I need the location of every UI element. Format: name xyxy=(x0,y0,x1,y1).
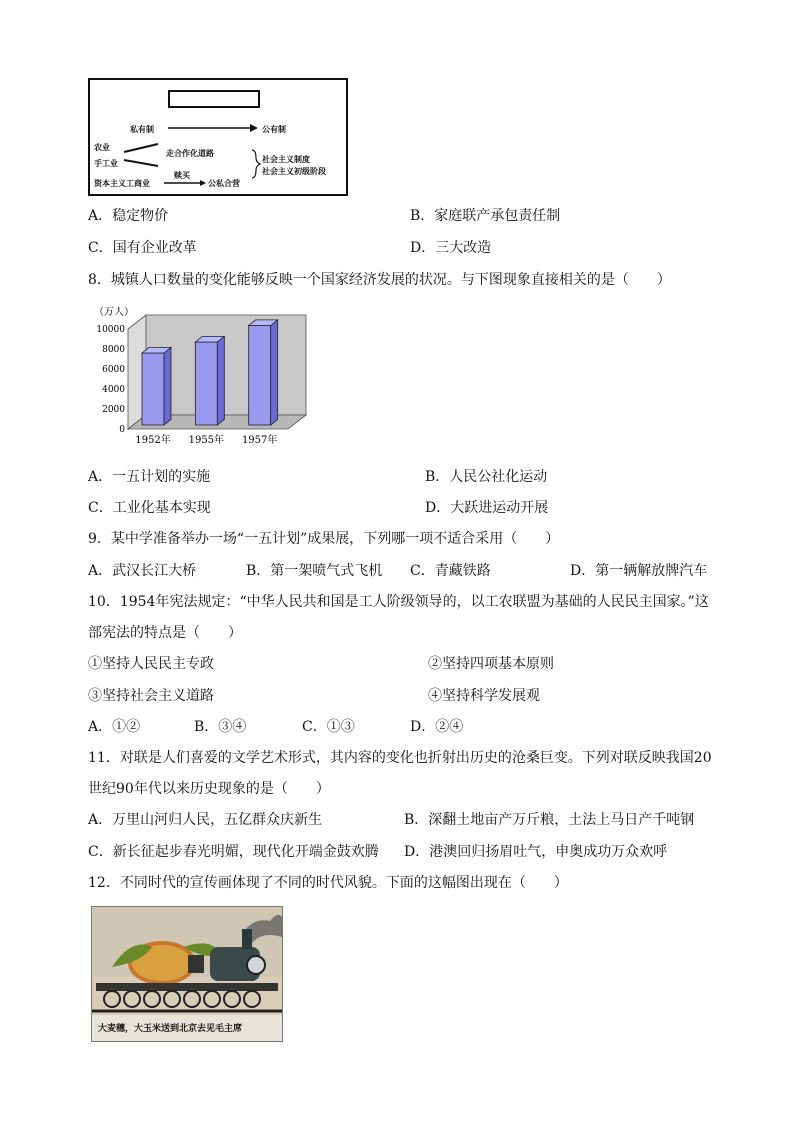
x-tick-label: 1952年 xyxy=(135,435,171,446)
q12-stem: 12．不同时代的宣传画体现了不同的时代风貌。下面的这幅图出现在（ ） xyxy=(88,875,568,891)
q10-item-2: ②坚持四项基本原则 xyxy=(428,656,554,672)
label-redeem: 赎买 xyxy=(174,171,190,180)
label-capital: 资本主义工商业 xyxy=(94,179,150,188)
q8-option-a[interactable]: A．一五计划的实施 xyxy=(88,469,211,485)
q10-stem-line2: 部宪法的特点是（ ） xyxy=(88,625,242,641)
bar xyxy=(142,353,164,425)
q10-item-4: ④坚持科学发展观 xyxy=(428,688,540,704)
label-sys2: 社会主义初级阶段 xyxy=(262,167,326,176)
q11-stem-line1: 11．对联是人们喜爱的文学艺术形式，其内容的变化也折射出历史的沧桑巨变。下列对联反映我国20 xyxy=(88,750,712,766)
q8-option-c[interactable]: C．工业化基本实现 xyxy=(88,500,211,516)
y-tick-label: 4000 xyxy=(102,385,125,395)
q9-option-c[interactable]: C．青藏铁路 xyxy=(410,563,491,579)
y-tick-label: 2000 xyxy=(102,405,125,415)
bar-side xyxy=(271,320,278,425)
q9-option-d[interactable]: D．第一辆解放牌汽车 xyxy=(570,563,708,579)
y-axis-label: （万人） xyxy=(94,307,134,318)
ownership-diagram xyxy=(88,78,348,196)
q7-option-d[interactable]: D．三大改造 xyxy=(410,240,492,256)
q7-option-c[interactable]: C．国有企业改革 xyxy=(88,240,197,256)
label-private: 私有制 xyxy=(130,125,154,134)
q10-stem-line1: 10．1954年宪法规定：“中华人民共和国是工人阶级领导的，以工农联盟为基础的人民民主国家。”这 xyxy=(88,594,709,610)
q11-option-c[interactable]: C．新长征起步春光明媚，现代化开端金鼓欢腾 xyxy=(88,844,379,860)
q8-option-d[interactable]: D．大跃进运动开展 xyxy=(425,500,549,516)
q11-option-a[interactable]: A．万里山河归人民，五亿群众庆新生 xyxy=(88,812,323,828)
q11-option-d[interactable]: D．港澳回归扬眉吐气，申奥成功万众欢呼 xyxy=(404,844,668,860)
q11-stem-line2: 世纪90年代以来历史现象的是（ ） xyxy=(88,781,330,797)
q9-option-b[interactable]: B．第一架喷气式飞机 xyxy=(246,563,383,579)
label-joint: 公私合营 xyxy=(208,179,240,188)
y-tick-label: 6000 xyxy=(102,365,125,375)
q10-option-d[interactable]: D．②④ xyxy=(410,719,464,735)
q8-option-b[interactable]: B．人民公社化运动 xyxy=(425,469,548,485)
q10-item-1: ①坚持人民民主专政 xyxy=(88,656,214,672)
population-bar-chart xyxy=(92,303,322,453)
bar-side xyxy=(164,347,171,425)
bar xyxy=(195,342,217,425)
q10-option-a[interactable]: A．①② xyxy=(88,719,141,735)
label-public: 公有制 xyxy=(262,125,286,134)
q9-option-a[interactable]: A．武汉长江大桥 xyxy=(88,563,197,579)
bar xyxy=(249,326,271,426)
q8-stem: 8．城镇人口数量的变化能够反映一个国家经济发展的状况。与下图现象直接相关的是（ ） xyxy=(88,272,671,288)
q7-option-b[interactable]: B．家庭联产承包责任制 xyxy=(410,208,561,224)
q10-item-3: ③坚持社会主义道路 xyxy=(88,688,214,704)
x-tick-label: 1955年 xyxy=(188,435,225,446)
q10-option-b[interactable]: B．③④ xyxy=(194,719,247,735)
label-agri: 农业 xyxy=(94,143,110,152)
q10-option-c[interactable]: C．①③ xyxy=(302,719,355,735)
q11-option-b[interactable]: B．深翻土地亩产万斤粮，土法上马日产千吨钢 xyxy=(404,812,695,828)
y-tick-label: 10000 xyxy=(96,325,125,335)
q9-stem: 9．某中学准备举办一场“一五计划”成果展，下列哪一项不适合采用（ ） xyxy=(88,531,560,547)
label-coop: 走合作化道路 xyxy=(166,149,214,158)
y-tick-label: 0 xyxy=(119,425,125,435)
bar-side xyxy=(217,336,224,425)
label-handicraft: 手工业 xyxy=(94,159,118,168)
y-tick-label: 8000 xyxy=(102,345,125,355)
label-sys1: 社会主义制度 xyxy=(262,155,310,164)
poster-caption: 大麦穗，大玉米送到北京去见毛主席 xyxy=(98,1024,243,1034)
q7-option-a[interactable]: A．稳定物价 xyxy=(88,208,169,224)
x-tick-label: 1957年 xyxy=(241,435,278,446)
propaganda-poster xyxy=(91,906,283,1042)
